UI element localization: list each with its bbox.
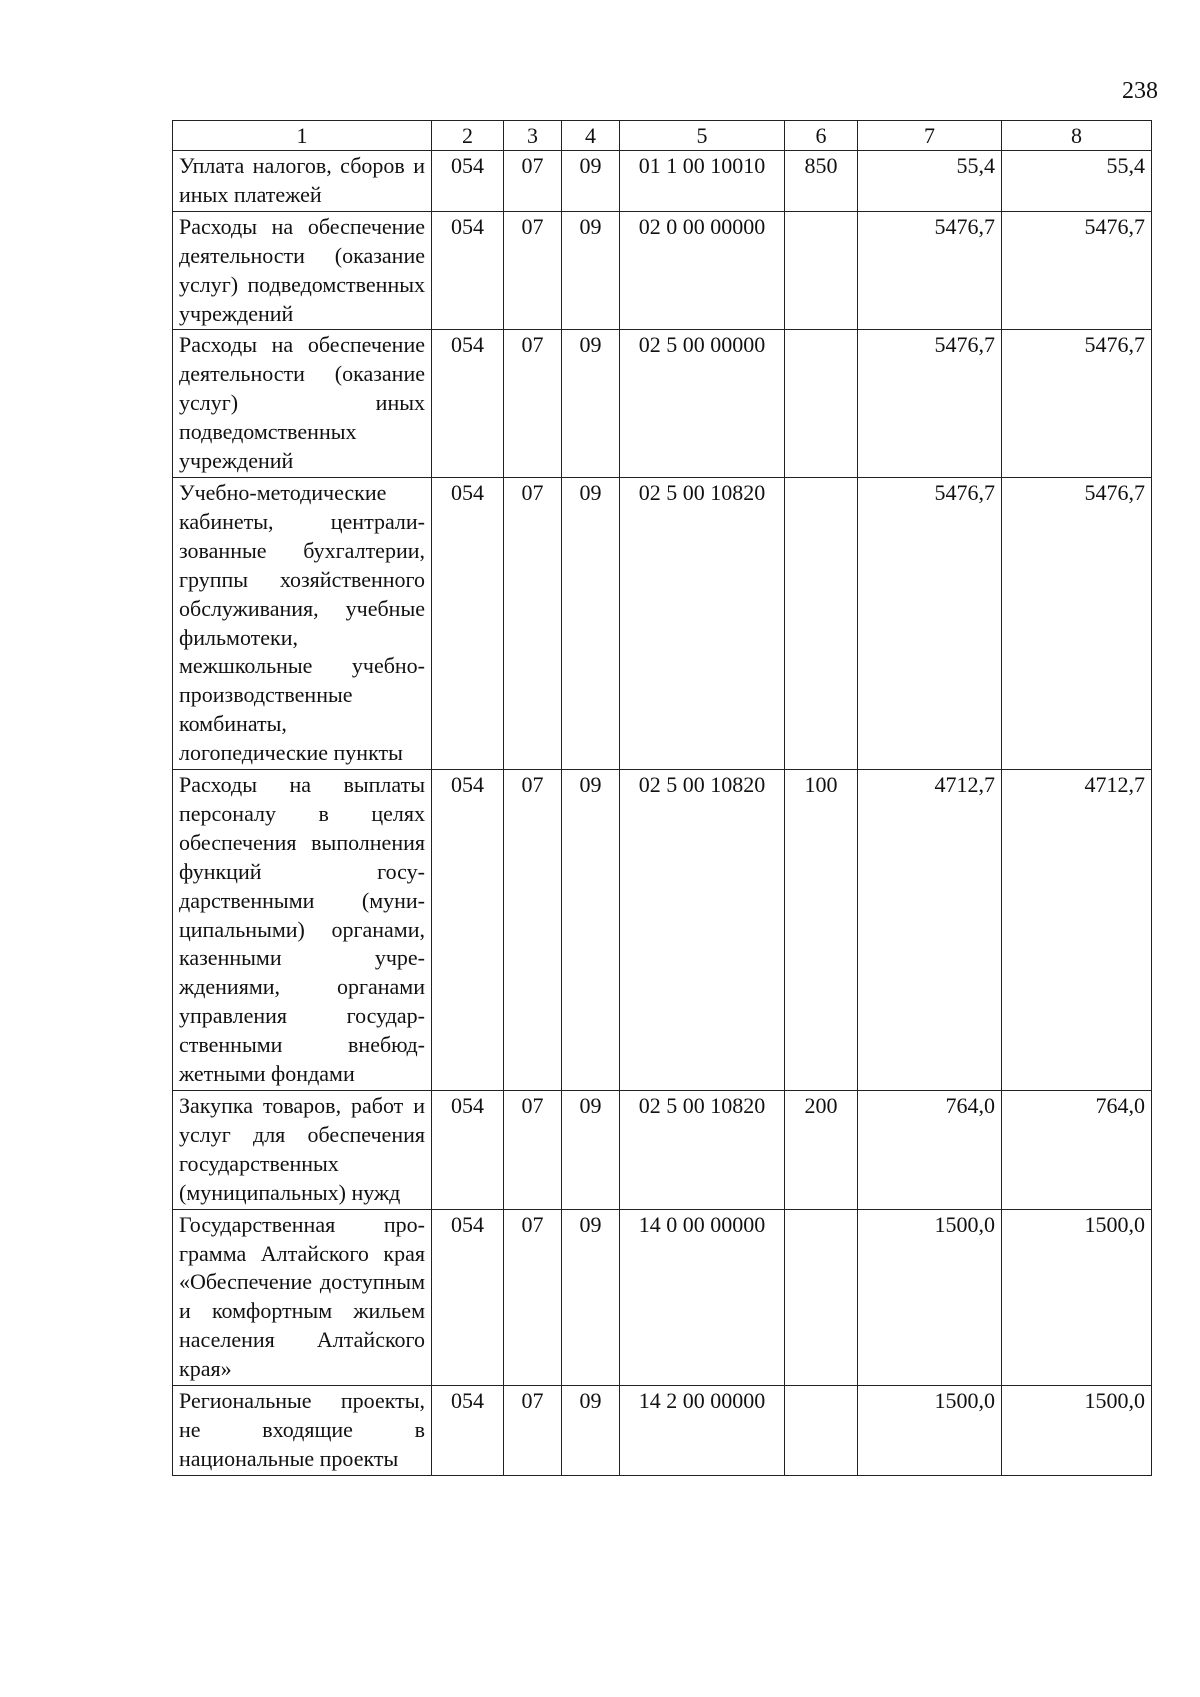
row-name: Государственная программа Алтайского края «Обеспечение доступным и комфортным жильем населения Алтайского края» <box>173 1209 432 1385</box>
table-body <box>173 151 1152 1476</box>
row-subsection: 09 <box>562 211 620 330</box>
row-value-b: 4712,7 <box>1002 770 1152 1091</box>
row-name: Расходы на обеспечение деятельности (оказание услуг) иных подведомственных учреждений <box>173 330 432 478</box>
row-target-code: 02 5 00 10820 <box>620 770 785 1091</box>
header-col-1: 1 <box>173 121 432 151</box>
row-name: Уплата налогов, сборов и иных платежей <box>173 151 432 212</box>
row-value-a: 1500,0 <box>858 1386 1002 1476</box>
row-admin-code: 054 <box>432 770 504 1091</box>
row-subsection: 09 <box>562 151 620 212</box>
page-number: 238 <box>1122 78 1158 104</box>
row-section: 07 <box>504 770 562 1091</box>
row-value-b: 5476,7 <box>1002 211 1152 330</box>
header-col-8: 8 <box>1002 121 1152 151</box>
table-row <box>173 211 1152 330</box>
table-row <box>173 151 1152 212</box>
table-row <box>173 1091 1152 1210</box>
table-row <box>173 770 1152 1091</box>
row-subsection: 09 <box>562 1209 620 1385</box>
row-section: 07 <box>504 330 562 478</box>
row-section: 07 <box>504 477 562 769</box>
header-col-5: 5 <box>620 121 785 151</box>
row-expense-type <box>785 1386 858 1476</box>
row-name: Расходы на обеспечение деятельности (оказание услуг) подведомственных учреждений <box>173 211 432 330</box>
row-name: Учебно-методические кабинеты, централизованные бухгалтерии, группы хозяйственного обслуживания, учебные фильмотеки, межшкольные учебно-производственные комбинаты, логопедические пункты <box>173 477 432 769</box>
row-subsection: 09 <box>562 330 620 478</box>
row-section: 07 <box>504 1209 562 1385</box>
header-row <box>173 121 1152 151</box>
row-admin-code: 054 <box>432 330 504 478</box>
row-section: 07 <box>504 211 562 330</box>
row-value-b: 1500,0 <box>1002 1386 1152 1476</box>
row-admin-code: 054 <box>432 151 504 212</box>
table-header <box>173 121 1152 151</box>
row-subsection: 09 <box>562 1091 620 1210</box>
row-admin-code: 054 <box>432 1091 504 1210</box>
row-subsection: 09 <box>562 770 620 1091</box>
row-value-b: 5476,7 <box>1002 477 1152 769</box>
row-value-b: 55,4 <box>1002 151 1152 212</box>
row-expense-type <box>785 1209 858 1385</box>
row-value-a: 5476,7 <box>858 477 1002 769</box>
row-expense-type: 850 <box>785 151 858 212</box>
row-value-a: 55,4 <box>858 151 1002 212</box>
row-target-code: 02 0 00 00000 <box>620 211 785 330</box>
header-col-7: 7 <box>858 121 1002 151</box>
row-section: 07 <box>504 1091 562 1210</box>
row-admin-code: 054 <box>432 477 504 769</box>
table-row <box>173 477 1152 769</box>
row-target-code: 01 1 00 10010 <box>620 151 785 212</box>
table-row <box>173 330 1152 478</box>
row-expense-type <box>785 211 858 330</box>
row-expense-type: 100 <box>785 770 858 1091</box>
row-section: 07 <box>504 1386 562 1476</box>
row-expense-type: 200 <box>785 1091 858 1210</box>
row-target-code: 02 5 00 10820 <box>620 477 785 769</box>
row-subsection: 09 <box>562 1386 620 1476</box>
row-expense-type <box>785 330 858 478</box>
row-value-b: 5476,7 <box>1002 330 1152 478</box>
row-section: 07 <box>504 151 562 212</box>
row-expense-type <box>785 477 858 769</box>
row-name: Региональные проекты, не входящие в национальные проекты <box>173 1386 432 1476</box>
row-target-code: 14 2 00 00000 <box>620 1386 785 1476</box>
row-value-a: 4712,7 <box>858 770 1002 1091</box>
row-admin-code: 054 <box>432 1386 504 1476</box>
header-col-6: 6 <box>785 121 858 151</box>
header-col-2: 2 <box>432 121 504 151</box>
table-row <box>173 1386 1152 1476</box>
table-row <box>173 1209 1152 1385</box>
row-value-a: 5476,7 <box>858 211 1002 330</box>
row-value-a: 1500,0 <box>858 1209 1002 1385</box>
row-target-code: 02 5 00 10820 <box>620 1091 785 1210</box>
row-admin-code: 054 <box>432 211 504 330</box>
row-name: Расходы на выплаты персоналу в целях обеспечения выполнения функций государственными (муниципальными) органами, казенными учреждениями, органами управления государственными внебюджетными фондами <box>173 770 432 1091</box>
row-admin-code: 054 <box>432 1209 504 1385</box>
budget-table <box>172 120 1152 1476</box>
row-value-a: 764,0 <box>858 1091 1002 1210</box>
row-target-code: 02 5 00 00000 <box>620 330 785 478</box>
header-col-3: 3 <box>504 121 562 151</box>
row-name: Закупка товаров, работ и услуг для обеспечения государственных (муниципальных) нужд <box>173 1091 432 1210</box>
row-target-code: 14 0 00 00000 <box>620 1209 785 1385</box>
row-value-b: 1500,0 <box>1002 1209 1152 1385</box>
row-value-a: 5476,7 <box>858 330 1002 478</box>
row-subsection: 09 <box>562 477 620 769</box>
header-col-4: 4 <box>562 121 620 151</box>
row-value-b: 764,0 <box>1002 1091 1152 1210</box>
